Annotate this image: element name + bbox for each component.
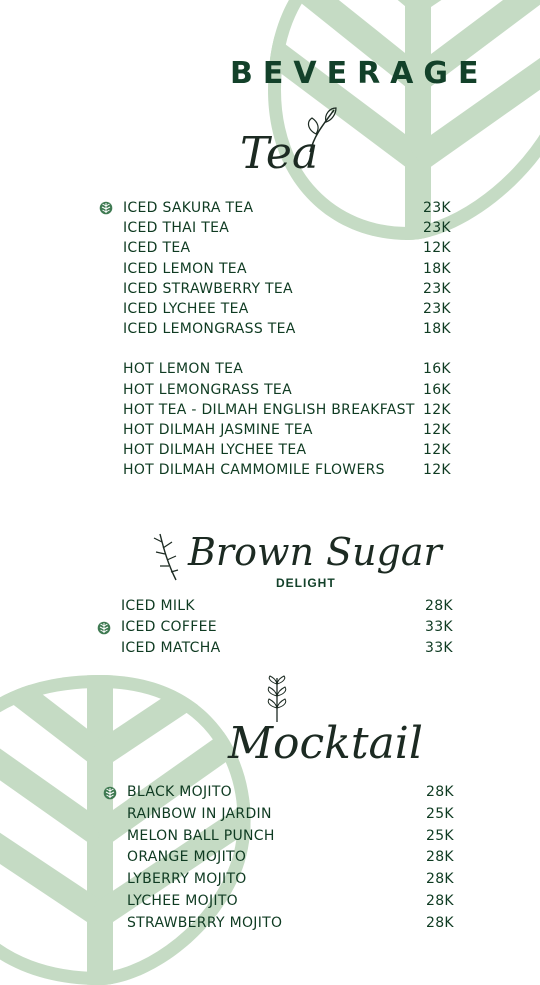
menu-item-name: MELON BALL PUNCH <box>127 827 275 844</box>
menu-item-name: ICED LYCHEE TEA <box>123 300 249 317</box>
menu-item-name: LYBERRY MOJITO <box>127 871 247 888</box>
menu-item-price: 28K <box>426 784 454 800</box>
menu-item-price: 28K <box>426 892 454 909</box>
menu-item-name: HOT DILMAH LYCHEE TEA <box>123 442 307 459</box>
menu-item-price: 12K <box>423 401 451 418</box>
tea-heading: Tea <box>240 128 319 179</box>
menu-item-name: ICED COFFEE <box>121 619 217 635</box>
menu-item-price: 23K <box>423 300 451 317</box>
leaf-badge-icon <box>97 621 111 635</box>
menu-item-price: 18K <box>423 321 451 338</box>
menu-item-price: 33K <box>425 619 453 635</box>
menu-item-name: ICED STRAWBERRY TEA <box>123 280 293 297</box>
brown-sugar-subheading: DELIGHT <box>276 576 336 590</box>
menu-item-name: HOT LEMONGRASS TEA <box>123 381 292 398</box>
menu-item-name: RAINBOW IN JARDIN <box>127 805 272 822</box>
page-title: BEVERAGE <box>230 56 489 91</box>
menu-item-price: 33K <box>425 640 453 656</box>
brown-sugar-heading: Brown Sugar <box>188 530 442 574</box>
menu-item-name: ICED SAKURA TEA <box>123 200 254 216</box>
mocktail-heading: Mocktail <box>228 718 423 769</box>
menu-item-name: HOT TEA - DILMAH ENGLISH BREAKFAST <box>123 401 415 418</box>
menu-item-name: HOT LEMON TEA <box>123 361 244 378</box>
menu-item-name: ICED LEMON TEA <box>123 260 247 277</box>
menu-item-price: 16K <box>423 361 451 378</box>
menu-item-name: ICED MILK <box>121 598 195 614</box>
menu-item-price: 25K <box>426 805 454 822</box>
menu-item-price: 25K <box>426 827 454 844</box>
menu-item-price: 23K <box>423 280 451 297</box>
menu-item-price: 16K <box>423 381 451 398</box>
menu-item-price: 12K <box>423 462 451 479</box>
menu-item-name: BLACK MOJITO <box>127 784 232 800</box>
menu-item-name: ICED THAI TEA <box>123 220 230 237</box>
menu-item-price: 18K <box>423 260 451 277</box>
menu-item-price: 12K <box>423 442 451 459</box>
menu-item-name: STRAWBERRY MOJITO <box>127 914 283 931</box>
menu-item-name: ICED MATCHA <box>121 640 221 656</box>
leaf-badge-icon <box>99 201 113 215</box>
menu-item-price: 12K <box>423 240 451 257</box>
leaf-badge-icon <box>103 786 117 800</box>
menu-item-name: ICED TEA <box>123 240 191 257</box>
menu-item-price: 28K <box>426 849 454 866</box>
leaf-sprig-icon <box>304 106 340 156</box>
menu-item-name: HOT DILMAH CAMMOMILE FLOWERS <box>123 462 385 479</box>
menu-item-price: 28K <box>426 871 454 888</box>
branch-sprig-icon <box>262 674 292 724</box>
menu-item-name: ORANGE MOJITO <box>127 849 247 866</box>
menu-item-price: 12K <box>423 421 451 438</box>
menu-item-name: ICED LEMONGRASS TEA <box>123 321 296 338</box>
menu-item-price: 28K <box>426 914 454 931</box>
menu-item-name: HOT DILMAH JASMINE TEA <box>123 421 313 438</box>
menu-item-price: 28K <box>425 598 453 614</box>
menu-item-price: 23K <box>423 200 451 216</box>
menu-item-price: 23K <box>423 220 451 237</box>
menu-item-name: LYCHEE MOJITO <box>127 892 238 909</box>
herb-sprig-icon <box>150 530 184 582</box>
